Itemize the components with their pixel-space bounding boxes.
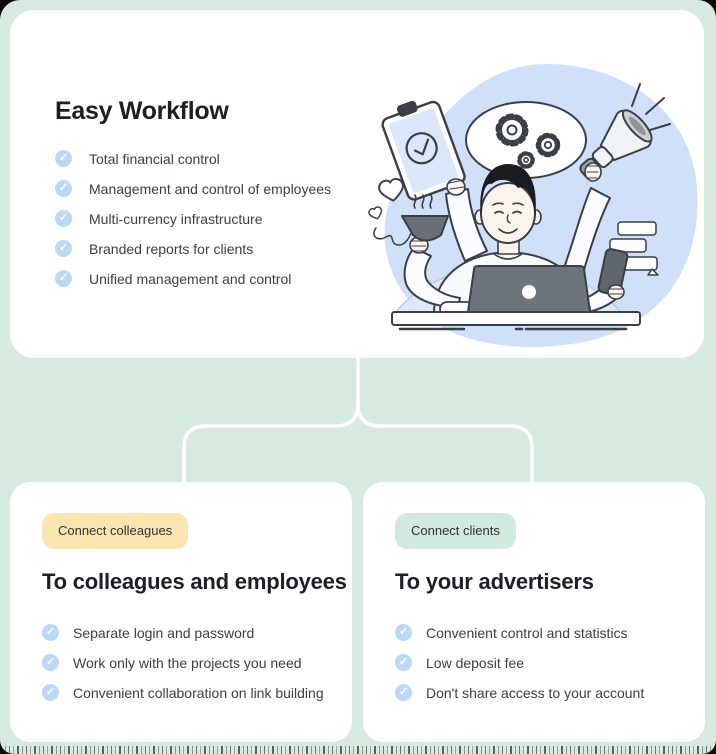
clients-title: To your advertisers	[395, 569, 594, 594]
check-icon: ✓	[42, 624, 59, 641]
list-item	[55, 240, 385, 257]
list-item	[55, 270, 385, 287]
list-item	[42, 654, 322, 671]
list-item-label: Total financial control	[89, 150, 220, 167]
list-item-label: Separate login and password	[73, 624, 255, 641]
clients-card	[363, 482, 705, 742]
list-item-label: Unified management and control	[89, 270, 292, 287]
check-icon: ✓	[55, 150, 72, 167]
check-icon: ✓	[395, 624, 412, 641]
colleagues-badge: Connect colleagues	[42, 513, 188, 549]
list-item-label: Branded reports for clients	[89, 240, 254, 257]
list-item	[42, 684, 322, 701]
head	[481, 183, 535, 243]
desk	[392, 312, 640, 325]
list-item	[395, 684, 675, 701]
connector-lines	[0, 354, 716, 484]
check-icon: ✓	[55, 240, 72, 257]
clients-badge: Connect clients	[395, 513, 516, 549]
check-icon: ✓	[55, 270, 72, 287]
list-item-label: Multi-currency infrastructure	[89, 210, 263, 227]
check-icon: ✓	[395, 684, 412, 701]
list-item-label: Management and control of employees	[89, 180, 332, 197]
check-icon: ✓	[395, 654, 412, 671]
list-item	[395, 624, 675, 641]
hand	[608, 285, 624, 299]
list-item-label: Don't share access to your account	[426, 684, 645, 701]
colleagues-title: To colleagues and employees	[42, 569, 347, 594]
check-icon: ✓	[55, 210, 72, 227]
workflow-card	[10, 10, 704, 358]
list-item	[55, 210, 385, 227]
colleagues-card	[10, 482, 352, 742]
clients-feature-list	[395, 624, 675, 701]
check-icon: ✓	[42, 684, 59, 701]
check-icon: ✓	[55, 180, 72, 197]
list-item-label: Convenient collaboration on link building	[73, 684, 324, 701]
laptop-icon	[468, 266, 590, 312]
list-item	[42, 624, 322, 641]
list-item-label: Low deposit fee	[426, 654, 525, 671]
workflow-feature-list	[55, 150, 385, 287]
multitasking-illustration	[366, 56, 706, 356]
list-item-label: Convenient control and statistics	[426, 624, 628, 641]
check-icon: ✓	[42, 654, 59, 671]
list-item	[55, 150, 385, 167]
colleagues-feature-list	[42, 624, 322, 701]
bottom-noise-strip	[0, 746, 716, 754]
list-item	[55, 180, 385, 197]
workflow-title: Easy Workflow	[55, 97, 229, 125]
list-item-label: Work only with the projects you need	[73, 654, 302, 671]
list-item	[395, 654, 675, 671]
